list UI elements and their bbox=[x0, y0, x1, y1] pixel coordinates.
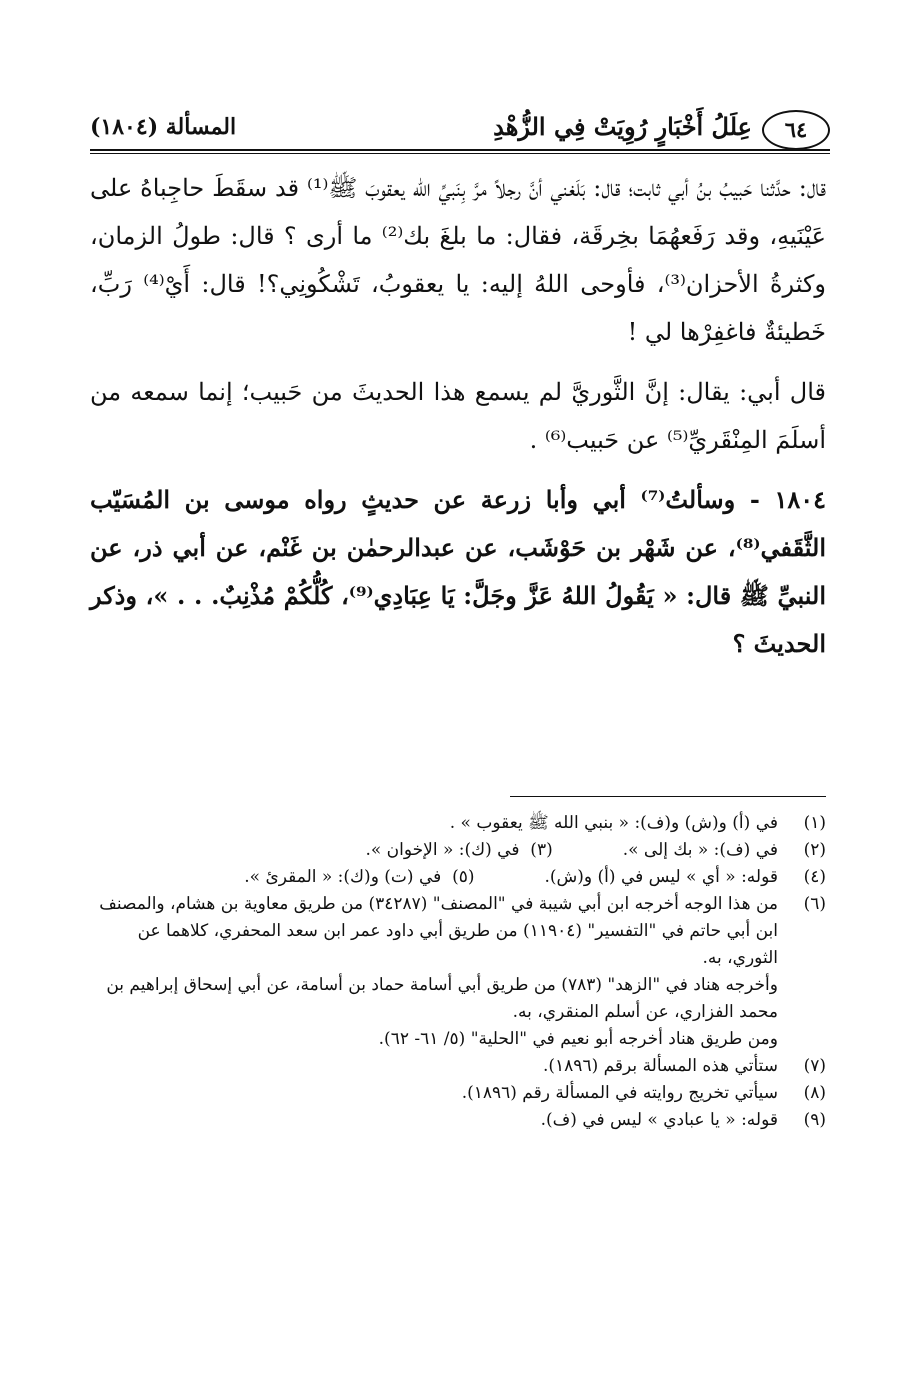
footnote-text: في (ك): « الإخوان ». bbox=[365, 840, 520, 860]
footnote-text: ومن طريق هناد أخرجه أبو نعيم في "الحلية" (٥/ ٦١- ٦٢). bbox=[378, 1029, 778, 1049]
footnote-number: (٥) bbox=[452, 867, 475, 887]
footnotes bbox=[90, 810, 826, 1134]
footnote-number: (٧) bbox=[803, 1056, 826, 1076]
footnote bbox=[90, 837, 826, 864]
footnote-text: في (أ) و(ش) و(ف): « بنبي الله ﷺ يعقوب » . bbox=[449, 813, 778, 833]
footnote bbox=[90, 810, 826, 837]
footnote-text: من هذا الوجه أخرجه ابن أبي شيبة في "المصنف" (٣٤٢٨٧) من طريق معاوية بن هشام، والمصنف ابن أبي حاتم في "التفسير" (١١٩٠٤) من طريق أبي داود عمر ابن سعد المحفري، كلاهما عن الثوري، به. bbox=[99, 894, 778, 968]
paragraph: قال أبي: يقال: إنَّ الثَّوريَّ لم يسمع هذا الحديثَ من حَبيب؛ إنما سمعه من أسلَمَ المِنْقَريِّ⁽⁵⁾ عن حَبيب⁽⁶⁾ . bbox=[90, 378, 826, 454]
header-rule-thin bbox=[90, 153, 830, 154]
footnote-number: (٨) bbox=[803, 1083, 826, 1103]
footnote-text: في (ف): « بك إلى ». bbox=[622, 840, 778, 860]
footnote-number: (١) bbox=[803, 813, 826, 833]
footnote-number: (٣) bbox=[530, 840, 553, 860]
page-number: ٦٤ bbox=[762, 110, 830, 150]
footnote-number: (٩) bbox=[803, 1110, 826, 1130]
paragraph-question: ١٨٠٤ - وسألتُ⁽⁷⁾ أبي وأبا زرعة عن حديثٍ رواه موسى بن المُسَيّب الثَّقَفي⁽⁸⁾، عن شَهْر بن حَوْشَب، عن عبدالرحمٰن بن غَنْم، عن أبي ذر، عن النبيِّ ﷺ قال: « يَقُولُ اللهُ عَزَّ وجَلَّ: يَا عِبَادِي⁽⁹⁾، كُلُّكُمْ مُذْنِبٌ. . . »، وذكر الحديثَ ؟ bbox=[90, 485, 826, 658]
footnote-number: (٢) bbox=[803, 840, 826, 860]
header-rule bbox=[90, 149, 830, 151]
footnote-separator bbox=[510, 796, 826, 797]
footnote-number: (٤) bbox=[803, 867, 826, 887]
footnote bbox=[90, 1080, 826, 1107]
footnote-text: قوله: « أي » ليس في (أ) و(ش). bbox=[544, 867, 778, 887]
footnote-continuation bbox=[90, 1026, 826, 1053]
footnote-text: في (ت) و(ك): « المقرئ ». bbox=[244, 867, 442, 887]
book-title: عِلَلُ أَخْبَارٍ رُوِيَتْ فِي الزُّهْدِ bbox=[493, 112, 752, 141]
paragraph: قال: حدَّثنا حَبيبُ بنُ أبي ثابت؛ قال: بَلَغني أنَّ رجلاً مرَّ بِنَبيِّ الله يعقوبَ ﷺ⁽¹⁾ قد سقَطَ حاجِباهُ على عَيْنَيهِ، وقد رَفَعهُمَا بخِرقَة، فقال: ما بلغَ بك⁽²⁾ ما أرى ؟ قال: طولُ الزمان، وكثرةُ الأحزان⁽³⁾، فأوحى اللهُ إليه: يا يعقوبُ، تَشْكُونِي؟! قال: أَيْ⁽⁴⁾ رَبِّ، خَطيئةٌ فاغفِرْها لي ! bbox=[90, 174, 827, 346]
footnote-number: (٦) bbox=[803, 894, 826, 914]
footnote-continuation bbox=[90, 972, 826, 1026]
footnote-text: سيأتي تخريج روايته في المسألة رقم (١٨٩٦). bbox=[461, 1083, 778, 1103]
footnote-text: ستأتي هذه المسألة برقم (١٨٩٦). bbox=[543, 1056, 778, 1076]
footnote bbox=[90, 1107, 826, 1134]
footnote bbox=[90, 891, 826, 972]
footnote-text: قوله: « يا عبادي » ليس في (ف). bbox=[540, 1110, 778, 1130]
footnote bbox=[90, 1053, 826, 1080]
main-text bbox=[90, 164, 826, 680]
issue-number: المسألة (١٨٠٤) bbox=[90, 114, 237, 140]
footnote bbox=[90, 864, 826, 891]
footnote-text: وأخرجه هناد في "الزهد" (٧٨٣) من طريق أبي أسامة حماد بن أسامة، عن أبي إسحاق إبراهيم بن محمد الفزاري، عن أسلم المنقري، به. bbox=[106, 975, 778, 1022]
